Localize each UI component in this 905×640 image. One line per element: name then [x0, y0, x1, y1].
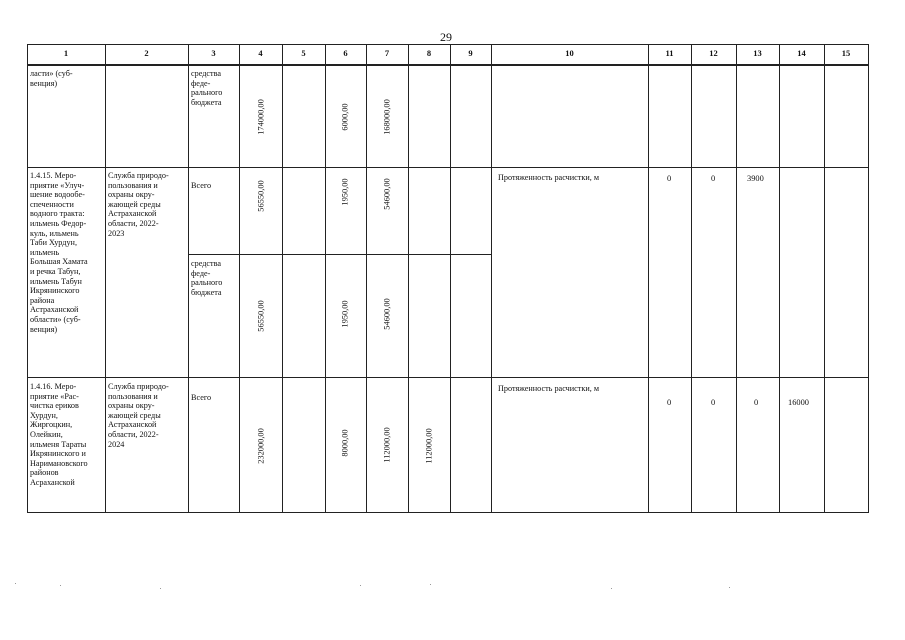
header-cell: 12 — [709, 48, 718, 58]
header-cell: 7 — [384, 48, 390, 58]
indicator-value: 16000 — [788, 398, 809, 407]
amount-total: 56550,00 — [256, 180, 266, 212]
funding-source-cell: средства феде- рального бюджета — [191, 259, 223, 297]
amount-col8: 112000,00 — [424, 428, 434, 464]
funding-source-cell: средства феде- рального бюджета — [191, 69, 223, 107]
funding-source-cell: Всего — [191, 181, 212, 190]
amount-col7: 54600,00 — [382, 298, 392, 330]
event-name-cell: ласти» (суб- венция) — [30, 69, 73, 88]
header-cell: 2 — [144, 48, 149, 58]
header-cell: 1 — [63, 48, 69, 58]
header-cell: 10 — [565, 48, 574, 58]
amount-col6: 1950,00 — [340, 178, 350, 206]
amount-total: 56550,00 — [256, 300, 266, 332]
header-cell: 3 — [211, 48, 216, 58]
indicator-name-cell: Протяженность расчистки, м — [498, 384, 600, 393]
amount-col6: 1950,00 — [340, 300, 350, 328]
header-cell: 5 — [301, 48, 306, 58]
amount-col7: 54600,00 — [382, 178, 392, 210]
funding-source-cell: Всего — [191, 393, 212, 402]
header-cell: 4 — [258, 48, 263, 58]
amount-col6: 8000,00 — [340, 429, 350, 457]
event-name-cell: 1.4.16. Меро- приятие «Рас- чистка ериков Хурдун, Жиргоцкин, Олейкин, ильменя Тараты Икрянинского и Наримановского районов Асраханской — [30, 382, 88, 487]
amount-col7: 112000,00 — [382, 427, 392, 463]
indicator-name-cell: Протяженность расчистки, м — [498, 173, 600, 182]
amount-col6: 6000,00 — [340, 103, 350, 131]
indicator-value: 0 — [667, 398, 672, 407]
indicator-value: 0 — [667, 174, 672, 183]
header-cell: 6 — [343, 48, 348, 58]
header-cell: 14 — [797, 48, 806, 58]
header-cell: 11 — [665, 48, 674, 58]
indicator-value: 0 — [711, 174, 716, 183]
indicator-value: 3900 — [747, 174, 764, 183]
event-name-cell: 1.4.15. Меро- приятие «Улуч- шение водообе- спеченности водного тракта: ильмень Федор- куль, ильмень Таби Хурдун, ильмень Большая Хамата и речка Табун, ильмень Табун Икрянинского района Астраханской области» (суб- венция) — [30, 171, 88, 334]
header-cell: 9 — [468, 48, 473, 58]
header-cell: 15 — [841, 48, 851, 58]
indicator-value: 0 — [754, 398, 759, 407]
indicator-value: 0 — [711, 398, 716, 407]
amount-col7: 168000,00 — [382, 99, 392, 135]
header-cell: 8 — [426, 48, 432, 58]
header-cell: 13 — [753, 48, 762, 58]
executor-cell: Служба природо- пользования и охраны окру- жающей среды Астраханской области, 2022- 2023 — [108, 171, 169, 238]
page-number: 29 — [440, 30, 452, 44]
amount-total: 232000,00 — [256, 428, 266, 464]
amount-total: 174000,00 — [256, 99, 266, 135]
executor-cell: Служба природо- пользования и охраны окру- жающей среды Астраханской области, 2022- 2024 — [108, 382, 169, 449]
